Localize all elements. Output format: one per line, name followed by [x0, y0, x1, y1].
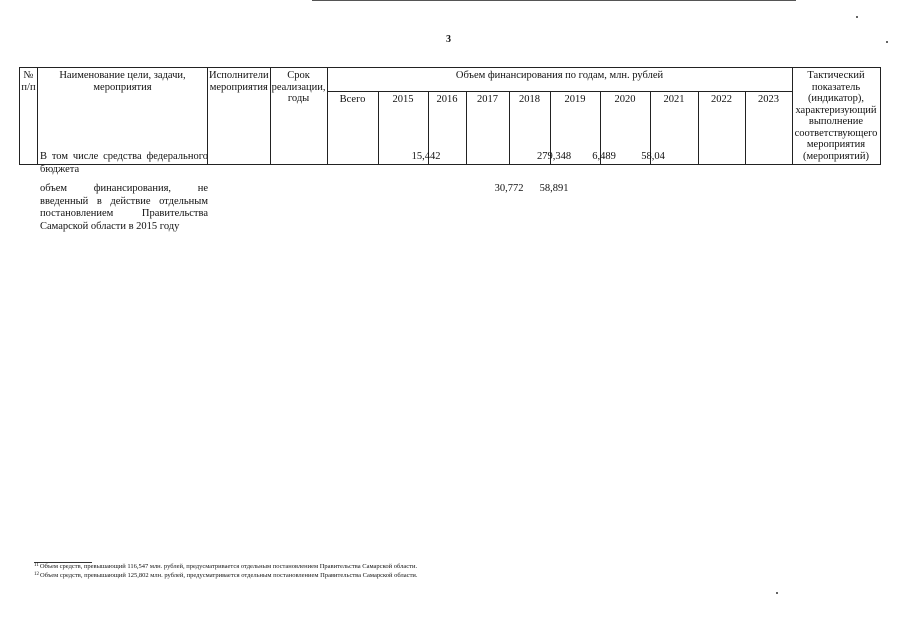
header-year-2023: 2023	[745, 92, 792, 165]
row-not-enacted-name: объем финансирования, не введенный в действие отдельным постановлением Правительства Самарской области в 2015 году	[40, 183, 208, 232]
header-year-2021: 2021	[650, 92, 698, 165]
scan-speck	[886, 41, 888, 43]
header-year-2015: 2015	[378, 92, 428, 165]
header-indicator: Тактический показатель (индикатор), характеризующий выполнение соответствующего мероприятия (мероприятий)	[792, 68, 880, 165]
header-name: Наименование цели, задачи, мероприятия	[38, 68, 208, 165]
row-federal-budget-name: В том числе средства федерального бюджета	[40, 151, 208, 175]
cell-federal-2021: 58,04	[641, 151, 665, 162]
cell-federal-2016: 15,442	[411, 151, 441, 162]
header-year-2019: 2019	[550, 92, 600, 165]
header-total: Всего	[327, 92, 378, 165]
scan-speck	[776, 592, 778, 594]
scan-speck	[856, 16, 858, 18]
header-year-2018: 2018	[509, 92, 550, 165]
page-number: 3	[446, 34, 451, 45]
cell-federal-2019: 279,348	[536, 151, 572, 162]
footnote-11: $^{11}$Объем средств, превышающий 116,547 млн. рублей, предусматривается отдельным постановлением Правительства Самарской области.	[34, 563, 418, 570]
cell-not-enacted-2018: 30,772	[494, 183, 524, 194]
cell-not-enacted-2019: 58,891	[539, 183, 569, 194]
cell-federal-2020: 6,489	[592, 151, 616, 162]
header-num: № п/п	[20, 68, 38, 165]
header-executors: Исполнители мероприятия	[208, 68, 271, 165]
header-year-2017: 2017	[466, 92, 509, 165]
header-year-2020: 2020	[600, 92, 650, 165]
header-year-2016: 2016	[428, 92, 466, 165]
top-border-line	[312, 0, 796, 1]
header-year-2022: 2022	[698, 92, 745, 165]
header-term: Срок реализации, годы	[270, 68, 327, 165]
footnote-12: $^{12}$Объем средств, превышающий 125,802 млн. рублей, предусматривается отдельным постановлением Правительства Самарской области.	[34, 572, 418, 579]
header-funding-group: Объем финансирования по годам, млн. рублей	[327, 68, 792, 92]
